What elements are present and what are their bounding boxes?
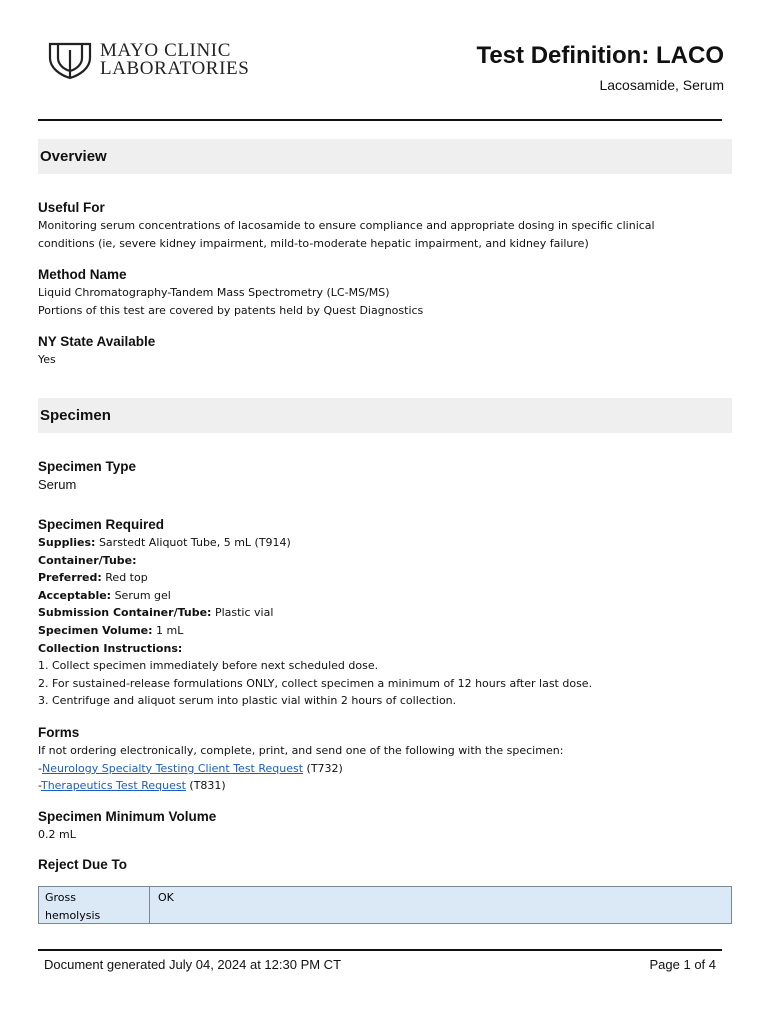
submission-label: Submission Container/Tube: [38, 606, 212, 620]
specimen-type-value: Serum [38, 477, 77, 492]
instruction-2: 2. For sustained-release formulations ONLY, collect specimen a minimum of 12 hours after last dose. [38, 676, 593, 690]
ny-state-label: NY State Available [38, 334, 156, 349]
mayo-shield-icon [46, 40, 94, 80]
ny-state-value: Yes [38, 353, 56, 366]
collection-line [38, 640, 732, 658]
useful-for-line-2: conditions (ie, severe kidney impairment, mild-to-moderate hepatic impairment, and kidney failure) [38, 236, 589, 250]
volume-line [38, 622, 732, 640]
specimen-section-header [38, 398, 732, 433]
form-item-code: (T831) [185, 779, 226, 793]
instruction-1: 1. Collect specimen immediately before next scheduled dose. [38, 659, 379, 673]
reject-table [38, 886, 732, 924]
supplies-label: Supplies: [38, 536, 96, 549]
acceptable-value: Serum gel [114, 588, 171, 602]
useful-for-line-1: Monitoring serum concentrations of lacosamide to ensure compliance and appropriate dosing in specific clinical [38, 219, 655, 232]
specimen-type-block [38, 458, 732, 494]
therapeutics-test-request-link[interactable]: Therapeutics Test Request [40, 779, 186, 793]
forms-block [38, 724, 732, 795]
reject-block [38, 856, 732, 874]
useful-for-block [38, 199, 732, 252]
header-divider [38, 119, 722, 121]
method-name-block [38, 266, 732, 319]
footer-divider [38, 949, 722, 951]
forms-intro: If not ordering electronically, complete, print, and send one of the following with the specimen: [38, 744, 564, 757]
footer-page-number: Page 1 of 4 [649, 957, 716, 972]
specimen-required-block [38, 516, 732, 710]
reject-value-cell: OK [158, 891, 174, 904]
neurology-test-request-link[interactable]: Neurology Specialty Testing Client Test Request [41, 761, 304, 775]
reject-condition-line-1: Gross [45, 891, 76, 904]
reject-label: Reject Due To [38, 857, 128, 872]
instruction-3: 3. Centrifuge and aliquot serum into plastic vial within 2 hours of collection. [38, 694, 457, 708]
form-item-prefix: - [38, 761, 42, 775]
mayo-clinic-logo [46, 40, 249, 80]
acceptable-line [38, 587, 732, 605]
preferred-label: Preferred: [38, 571, 102, 585]
container-line [38, 552, 732, 570]
form-item-code: (T732) [303, 761, 343, 775]
minimum-volume-label: Specimen Minimum Volume [38, 809, 217, 824]
volume-value: 1 mL [156, 623, 184, 637]
preferred-line [38, 569, 732, 587]
submission-value: Plastic vial [214, 606, 274, 620]
specimen-heading: Specimen [40, 407, 111, 424]
container-label: Container/Tube: [38, 553, 137, 567]
specimen-type-label: Specimen Type [38, 459, 137, 474]
form-item-prefix: - [38, 779, 41, 793]
acceptable-label: Acceptable: [38, 588, 112, 602]
method-name-line-2: Portions of this test are covered by patents held by Quest Diagnostics [38, 303, 424, 317]
form-item-2 [38, 777, 732, 795]
page-title: Test Definition: LACO [476, 42, 724, 69]
collection-label: Collection Instructions: [38, 641, 183, 655]
supplies-line [38, 534, 732, 552]
overview-heading: Overview [40, 148, 107, 165]
method-name-line-1: Liquid Chromatography-Tandem Mass Spectrometry (LC-MS/MS) [38, 286, 390, 299]
supplies-value: Sarstedt Aliquot Tube, 5 mL (T914) [98, 536, 291, 549]
footer-generated: Document generated July 04, 2024 at 12:30 PM CT [44, 957, 342, 972]
method-name-label: Method Name [38, 267, 127, 282]
minimum-volume-value: 0.2 mL [38, 828, 76, 841]
useful-for-label: Useful For [38, 200, 105, 215]
reject-condition-cell [39, 887, 150, 923]
logo-line-1: MAYO CLINIC [100, 40, 231, 61]
submission-line [38, 604, 732, 622]
form-item-1 [38, 760, 732, 778]
forms-label: Forms [38, 725, 80, 740]
specimen-required-label: Specimen Required [38, 517, 165, 532]
page-subtitle: Lacosamide, Serum [599, 77, 724, 93]
reject-condition-line-2: hemolysis [45, 908, 101, 922]
minimum-volume-block [38, 808, 732, 844]
preferred-value: Red top [105, 571, 148, 585]
overview-section-header [38, 139, 732, 174]
volume-label: Specimen Volume: [38, 623, 153, 637]
ny-state-block [38, 333, 732, 369]
logo-line-2: LABORATORIES [100, 58, 250, 79]
